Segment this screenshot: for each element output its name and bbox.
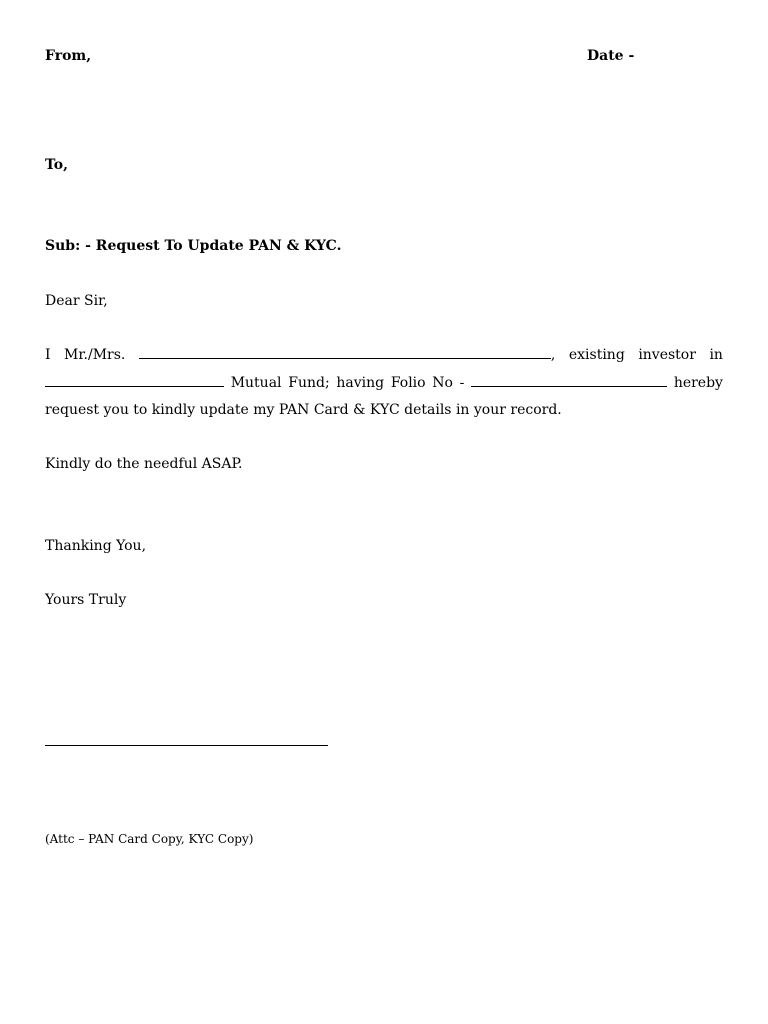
salutation: Dear Sir,: [45, 293, 108, 309]
signature-line: [45, 745, 328, 746]
attachments-note: (Attc – PAN Card Copy, KYC Copy): [45, 832, 254, 846]
body-word: having: [336, 375, 385, 391]
to-label: To,: [45, 157, 69, 173]
name-blank: [139, 346, 551, 359]
folio-number-blank: [471, 374, 667, 387]
date-label: Date -: [587, 48, 635, 64]
body-word: I: [45, 347, 51, 363]
fund-name-blank: [45, 374, 224, 387]
body-word: existing: [568, 347, 625, 363]
body-word: Folio: [390, 375, 426, 391]
name-blank-group: [139, 346, 555, 364]
body-word: Fund;: [288, 375, 330, 391]
subject-line: Sub: - Request To Update PAN & KYC.: [45, 238, 342, 254]
body-word: Mutual: [230, 375, 282, 391]
request-line: Kindly do the needful ASAP.: [45, 456, 243, 472]
from-label: From,: [45, 48, 92, 64]
thanks-line: Thanking You,: [45, 538, 147, 554]
body-word: No: [432, 375, 453, 391]
body-word: hereby: [673, 375, 723, 391]
body-line-2: [45, 374, 723, 392]
body-line-3: request you to kindly update my PAN Card & KYC details in your record.: [45, 402, 562, 418]
body-line-1: [45, 346, 723, 364]
body-word: -: [459, 375, 465, 391]
body-word: ,: [550, 347, 556, 363]
closing-line: Yours Truly: [45, 592, 127, 608]
body-word: Mr./Mrs.: [64, 347, 126, 363]
body-word: investor: [638, 347, 696, 363]
body-word: in: [709, 347, 723, 363]
